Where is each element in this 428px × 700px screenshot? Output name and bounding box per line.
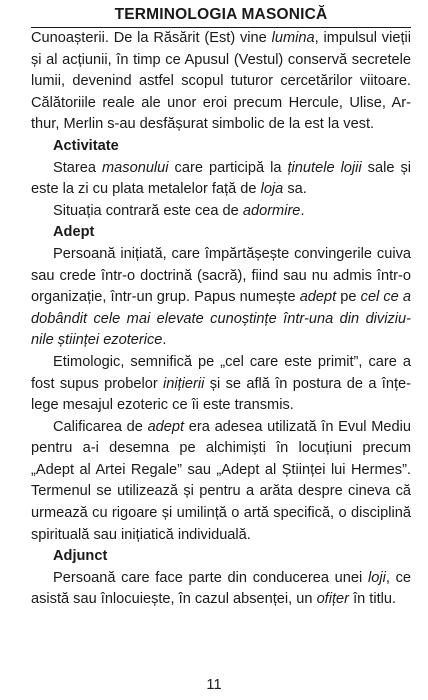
entry-title-adjunct: Adjunct <box>53 548 108 565</box>
text-run: . <box>300 202 305 219</box>
entry-title-adept: Adept <box>53 224 95 241</box>
page-body <box>31 28 411 611</box>
text-run: . <box>162 332 167 349</box>
italic-term: adept <box>147 418 185 435</box>
italic-term: loji <box>367 569 386 586</box>
text-run: Persoană inițiată, care împărtășește convingerile cuiva sau crede într-o doctrină (sacră), fiind sau nu admis într-o organizație, într-un grup. Papus numește <box>31 245 411 306</box>
text-run: sa. <box>283 181 307 198</box>
italic-term: masonului <box>102 159 169 176</box>
text-run: Persoană care face parte din conducerea unei <box>53 569 368 586</box>
text-run: , impulsul vieții și al acțiunii, în timp ce Apusul (Vestul) conservă secretele lumii, devenind astfel scopul tuturor cercetărilor viitoare. Călătoriile reale ale unor eroi precum Hercule, Ulise, Arthur, Merlin s-au desfășurat simbolic de la est la vest. <box>31 30 412 133</box>
running-header: TERMINOLOGIA MASONICĂ <box>114 6 328 23</box>
text-run: în titlu. <box>349 591 397 608</box>
entry-paragraph <box>31 352 411 417</box>
text-run: care participă la <box>168 159 288 176</box>
text-run: , ce asistă sau înlocuiește, în cazul absenței, un <box>31 569 411 608</box>
entry-paragraph <box>31 244 411 352</box>
page-number: 11 <box>206 677 222 693</box>
entry-paragraph <box>31 158 411 201</box>
continuation-paragraph <box>31 28 411 136</box>
text-run: Situația contrară este cea de <box>53 202 243 219</box>
text-run: și se află în postura de a înțelege mesajul ezoteric ce îi este transmis. <box>31 375 411 414</box>
entry-title-activitate: Activitate <box>53 137 119 154</box>
text-run: Starea <box>53 159 103 176</box>
text-run: Etimologic, semnifică pe „cel care este primit”, care a fost supus probelor <box>31 353 411 392</box>
text-run: Calificarea de <box>53 418 148 435</box>
italic-term: ținutele lojii <box>287 159 362 176</box>
italic-term: cel ce a dobândit cele mai elevate cunoștințe într-una din diviziunile științei ezoterice <box>31 289 412 349</box>
entry-paragraph <box>31 568 411 611</box>
italic-term: inițierii <box>163 375 205 392</box>
text-run: Cunoașterii. De la Răsărit (Est) vine <box>31 30 272 46</box>
text-run: era adesea utilizată în Evul Mediu pentru a-i desemna pe alchimiști în locuțiuni precum „Adept al Artei Regale” sau „Adept al Științei lui Hermes”. Termenul se utilizează și pentru a arăta despre cineva că urmează cu rigoare și umilință o artă specifică, o disciplină spirituală sau inițiatică individuală. <box>31 418 411 543</box>
entry-paragraph <box>31 417 411 547</box>
italic-term: ofițer <box>316 591 350 608</box>
text-run: pe <box>336 289 361 306</box>
text-run: sale și este la zi cu plata metalelor față de <box>31 159 411 198</box>
italic-term: loja <box>260 181 284 198</box>
italic-term: adormire <box>242 202 301 219</box>
entry-paragraph <box>31 201 411 223</box>
italic-term: adept <box>299 289 337 306</box>
italic-term: lumina <box>271 30 315 46</box>
